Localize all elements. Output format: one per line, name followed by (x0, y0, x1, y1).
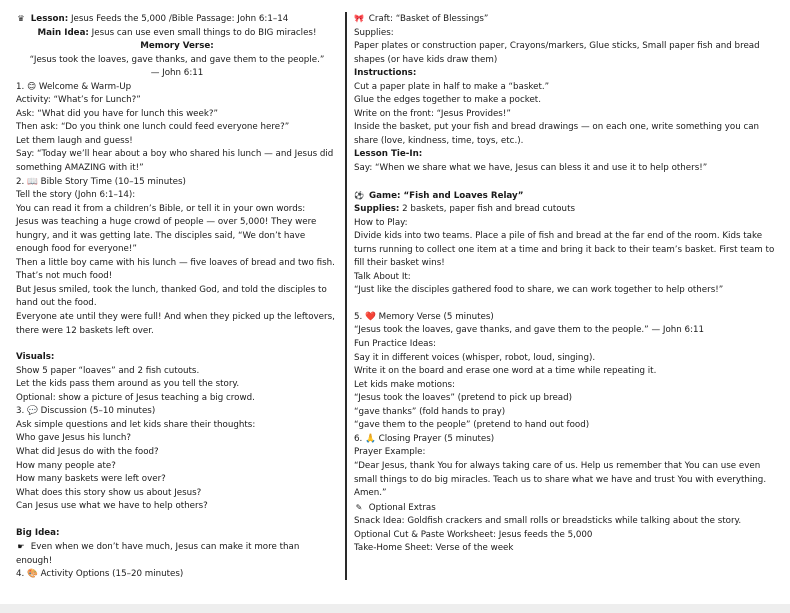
lesson-label: Lesson: (30, 14, 69, 24)
pointing-hand-icon: ☛ (17, 542, 25, 552)
game-how: Divide kids into two teams. Place a pile of fish and bread at the far end of the room. Kids take turns running to collect one item at a time and bring it back to their team’s basket. First team to fill their basket wins! (354, 231, 775, 269)
column-divider (345, 12, 347, 580)
prayer-heading: 6. 🙏 Closing Prayer (5 minutes) (354, 433, 495, 444)
spacer (16, 338, 338, 351)
extras-heading-line (354, 501, 776, 516)
visuals-optional: Optional: show a picture of Jesus teaching a big crowd. (16, 392, 255, 403)
memory-fun-item: Write it on the board and erase one word at a time while repeating it. (354, 366, 657, 377)
craft-step: Write on the front: “Jesus Provides!” (354, 108, 511, 119)
game-supplies-line (354, 203, 776, 217)
bottom-edge (0, 604, 790, 613)
prayer-text: “Dear Jesus, thank You for always taking care of us. Help us remember that You can use even small things to do big miracles. Teach us to share what we have and trust You with everything. Amen.” (354, 460, 767, 499)
lesson-line (16, 12, 338, 27)
memory-fun-item: “gave them to the people” (pretend to hand out food) (354, 420, 590, 431)
discussion-heading: 3. 💬 Discussion (5–10 minutes) (16, 406, 156, 417)
craft-tie-in-label: Lesson Tie-In: (354, 149, 423, 160)
activity-options-heading: 4. 🎨 Activity Options (15–20 minutes) (16, 569, 184, 580)
memory-verse-label: Memory Verse: (140, 41, 214, 52)
craft-heading-line (354, 12, 776, 27)
game-talk: “Just like the disciples gathered food to share, we can work together to help others!” (354, 285, 724, 296)
story-paragraph: Then a little boy came with his lunch — five loaves of bread and two fish. That’s not much food! (16, 257, 335, 282)
welcome-then-ask: Then ask: “Do you think one lunch could feed everyone here?” (16, 122, 290, 133)
ribbon-icon: 🎀 (354, 14, 364, 23)
left-column (16, 12, 338, 582)
spacer (354, 298, 776, 311)
memory-fun-item: Let kids make motions: (354, 379, 455, 390)
game-talk-label: Talk About It: (354, 271, 411, 282)
prayer-example-label: Prayer Example: (354, 447, 426, 458)
welcome-say: Say: “Today we’ll hear about a boy who shared his lunch — and Jesus did something AMAZING with it!” (16, 149, 334, 174)
discussion-question: Can Jesus use what we have to help others? (16, 501, 208, 512)
story-paragraph: But Jesus smiled, took the lunch, thanked God, and told the disciples to hand out the food. (16, 284, 327, 309)
memory-verse: “Jesus took the loaves, gave thanks, and gave them to the people.” — John 6:11 (354, 325, 705, 336)
story-read: You can read it from a children’s Bible, or tell it in your own words: (16, 203, 306, 214)
spacer (354, 176, 776, 189)
craft-step: Glue the edges together to make a pocket. (354, 95, 541, 106)
memory-verse-text: “Jesus took the loaves, gave thanks, and gave them to the people.” (29, 54, 325, 65)
game-supplies: 2 baskets, paper fish and bread cutouts (402, 204, 575, 215)
welcome-activity: Activity: “What’s for Lunch?” (16, 95, 141, 106)
memory-fun-item: “gave thanks” (fold hands to pray) (354, 406, 506, 417)
visuals-heading: Visuals: (16, 352, 55, 363)
big-idea-text: Even when we don’t have much, Jesus can make it more than enough! (16, 542, 300, 566)
story-paragraph: Everyone ate until they were full! And when they picked up the leftovers, there were 12 baskets left over. (16, 312, 335, 336)
welcome-heading: 1. 😊 Welcome & Warm-Up (16, 81, 132, 92)
lesson-title: Jesus Feeds the 5,000 /Bible Passage: John 6:1–14 (70, 14, 289, 24)
right-column (354, 12, 776, 556)
game-supplies-label: Supplies: (354, 204, 400, 215)
discussion-question: How many people ate? (16, 460, 116, 471)
soccer-ball-icon: ⚽ (354, 190, 364, 200)
welcome-ask: Ask: “What did you have for lunch this week?” (16, 108, 219, 119)
craft-tie-in: Say: “When we share what we have, Jesus can bless it and use it to help others!” (354, 163, 708, 174)
memory-fun-item: Say it in different voices (whisper, robot, loud, singing). (354, 352, 596, 363)
discussion-question: What does this story show us about Jesus? (16, 487, 202, 498)
extras-take-home: Take-Home Sheet: Verse of the week (354, 543, 514, 554)
game-heading-line (354, 189, 776, 204)
extras-worksheet: Optional Cut & Paste Worksheet: Jesus feeds the 5,000 (354, 529, 593, 540)
craft-supplies-label: Supplies: (354, 27, 394, 38)
game-heading: Game: “Fish and Loaves Relay” (369, 190, 524, 201)
craft-step: Cut a paper plate in half to make a “basket.” (354, 81, 550, 92)
welcome-laugh: Let them laugh and guess! (16, 135, 133, 146)
main-idea-line (16, 27, 338, 41)
craft-step: Inside the basket, put your fish and bread drawings — on each one, write something you can share (love, kindness, time, toys, etc.). (354, 122, 760, 146)
visuals-show: Show 5 paper “loaves” and 2 fish cutouts. (16, 365, 200, 376)
story-paragraph: Jesus was teaching a huge crowd of people — over 5,000! They were hungry, and it was getting late. The disciples said, “We don’t have enough food for everyone!” (16, 217, 317, 255)
story-tell: Tell the story (John 6:1–14): (16, 190, 136, 201)
big-idea-line (16, 540, 338, 568)
discussion-question: What did Jesus do with the food? (16, 446, 159, 457)
main-idea-label: Main Idea: (37, 27, 89, 38)
extras-snack: Snack Idea: Goldfish crackers and small rolls or breadsticks while talking about the story. (354, 516, 742, 527)
craft-instructions-label: Instructions: (354, 68, 417, 79)
discussion-intro: Ask simple questions and let kids share their thoughts: (16, 419, 256, 430)
extras-heading: Optional Extras (368, 502, 436, 513)
big-idea-heading: Big Idea: (16, 527, 60, 538)
crown-icon: ♛ (17, 14, 25, 23)
memory-fun-label: Fun Practice Ideas: (354, 339, 436, 350)
discussion-question: How many baskets were left over? (16, 474, 166, 485)
memory-verse-ref: — John 6:11 (150, 68, 204, 79)
main-idea-text: Jesus can use even small things to do BIG miracles! (91, 27, 317, 38)
visuals-pass: Let the kids pass them around as you tell the story. (16, 379, 240, 390)
feather-icon: ✎ (355, 502, 363, 512)
craft-supplies: Paper plates or construction paper, Crayons/markers, Glue sticks, Small paper fish and bread shapes (or have kids draw them) (354, 41, 760, 65)
memory-fun-item: “Jesus took the loaves” (pretend to pick up bread) (354, 393, 573, 404)
story-heading: 2. 📖 Bible Story Time (10–15 minutes) (16, 176, 186, 187)
game-how-label: How to Play: (354, 217, 408, 228)
discussion-question: Who gave Jesus his lunch? (16, 433, 132, 444)
craft-heading: Craft: “Basket of Blessings” (368, 14, 489, 24)
memory-heading: 5. ❤️ Memory Verse (5 minutes) (354, 311, 494, 322)
spacer (16, 514, 338, 527)
